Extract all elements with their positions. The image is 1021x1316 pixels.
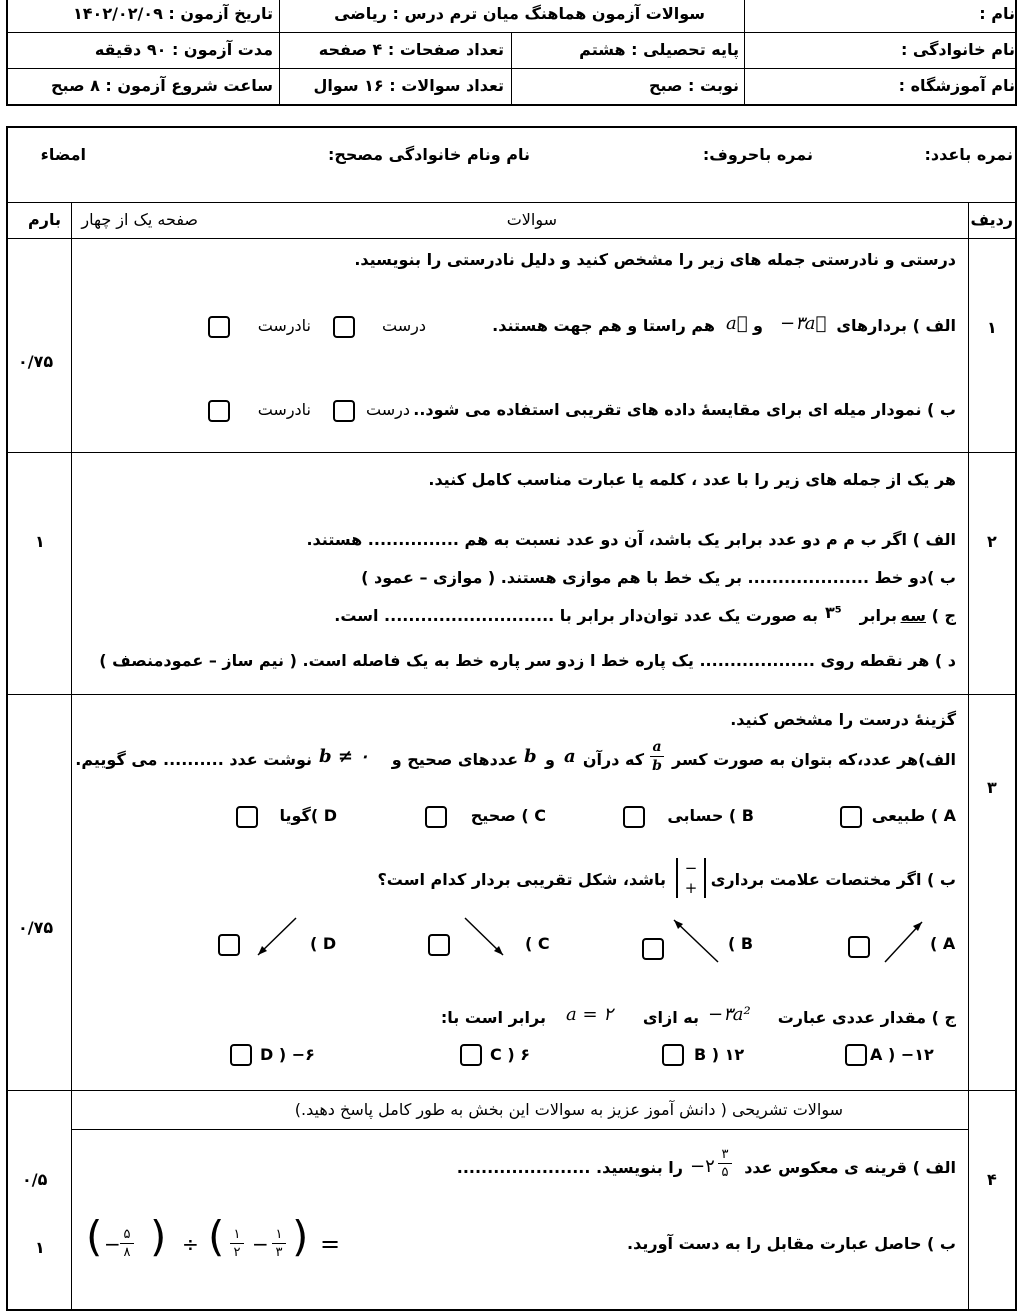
- q3c-option-b-checkbox[interactable]: [662, 1044, 684, 1066]
- q3a-prefix: الف)هر عدد،که بتوان به صورت کسر: [672, 750, 956, 769]
- q4b-paren-1-open: (: [86, 1212, 103, 1261]
- q2-score: ۱: [35, 532, 45, 551]
- q3a-mid: که درآن: [582, 750, 644, 769]
- q4a-prefix: الف ) قرینه ی معکوس عدد: [744, 1158, 956, 1177]
- q4-score-a: ۰/۵: [22, 1170, 48, 1189]
- q3b-suffix: باشد، شکل تقریبی بردار کدام است؟: [377, 870, 666, 889]
- q3b-arrow-d: [0, 0, 1, 1]
- corrector-label: نام ونام خانوادگی مصحح:: [327, 145, 530, 164]
- q3a-and: و: [545, 750, 555, 769]
- q2c-prefix: ج ): [931, 606, 956, 625]
- q3c-option-c-checkbox[interactable]: [460, 1044, 482, 1066]
- q4-number: ۴: [987, 1170, 997, 1189]
- q3b-option-d-checkbox[interactable]: [218, 934, 240, 956]
- q3b-arrow-a-label: ( A: [930, 934, 956, 953]
- q4b-equals: =: [320, 1230, 341, 1258]
- q3c-expression: −۳a²: [708, 1004, 751, 1025]
- q3a-mid2: عددهای صحیح و: [391, 750, 518, 769]
- q3-title: گزینهٔ درست را مشخص کنید.: [730, 710, 956, 729]
- start-time: ساعت شروع آزمون : ۸ صبح: [51, 76, 273, 95]
- q2c-suffix: به صورت یک عدد توان‌دار برابر با ............................ است.: [334, 606, 818, 625]
- q2-number: ۲: [987, 532, 997, 551]
- exam-date: تاریخ آزمون : ۱۴۰۲/۰۲/۰۹: [73, 4, 273, 23]
- q3c-option-b: B ) ۱۲: [694, 1045, 745, 1064]
- q3-number: ۳: [987, 778, 997, 797]
- q2a-text: الف ) اگر ب م م دو عدد برابر یک باشد، آن دو عدد نسبت به هم ............... هستند.: [306, 530, 956, 549]
- q3a-var-b: b: [524, 746, 537, 767]
- school-label: نام آموزشگاه :: [898, 76, 1015, 95]
- q4b-divide: ÷: [182, 1232, 199, 1256]
- score-letters-label: نمره باحروف:: [702, 145, 813, 164]
- col-score-header: بارم: [28, 210, 61, 229]
- q1b-true-checkbox[interactable]: [333, 400, 355, 422]
- q3a-suffix: نوشت عدد .......... می گوییم.: [75, 750, 312, 769]
- q3b-arrow-d-label: ( D: [310, 934, 337, 953]
- question-count: تعداد سوالات : ۱۶ سوال: [313, 76, 504, 95]
- q3c-option-d: D ) −۶: [260, 1045, 315, 1064]
- q3c-suffix: برابر است با:: [440, 1008, 546, 1027]
- q1a-false-label: نادرست: [257, 316, 311, 335]
- duration: مدت آزمون : ۹۰ دقیقه: [94, 40, 273, 59]
- q1a-true-label: درست: [382, 316, 426, 335]
- q1a-prefix: الف ) بردارهای: [836, 316, 956, 335]
- q4b-frac-2: [230, 1226, 244, 1261]
- q3b-option-c-checkbox[interactable]: [428, 934, 450, 956]
- q3c-mid: به ازای: [642, 1008, 699, 1027]
- q3a-option-b: B ) حسابی: [667, 806, 754, 825]
- q1b-text: ب ) نمودار میله ای برای مقایسهٔ داده های تقریبی استفاده می شود..: [413, 400, 956, 419]
- name-label: نام :: [979, 4, 1015, 23]
- q1a-true-checkbox[interactable]: [333, 316, 355, 338]
- q4a-frac-num: ۳: [718, 1146, 732, 1164]
- q3a-option-d-checkbox[interactable]: [236, 806, 258, 828]
- q3a-option-d: D )گویا: [279, 806, 337, 825]
- q3c-option-a: A ) −۱۲: [870, 1045, 934, 1064]
- q4b-text: ب ) حاصل عبارت مقابل را به دست آورید.: [627, 1234, 956, 1253]
- q2c-mid: برابر: [859, 606, 897, 625]
- q3b-option-b-checkbox[interactable]: [642, 938, 664, 960]
- q1a-false-checkbox[interactable]: [208, 316, 230, 338]
- q1a-vector-1: −۳a⃗: [780, 313, 827, 334]
- q2-title: هر یک از جمله های زیر را با عدد ، کلمه یا عبارت مناسب کامل کنید.: [428, 470, 956, 489]
- q3a-frac-num: a: [650, 738, 664, 757]
- q3c-prefix: ج ) مقدار عددی عبارت: [777, 1008, 956, 1027]
- q4b-frac-1-num: ۵: [120, 1226, 134, 1244]
- q1a-vector-2: a⃗: [726, 313, 748, 334]
- q3c-option-d-checkbox[interactable]: [230, 1044, 252, 1066]
- q3a-option-a: A ) طبیعی: [871, 806, 956, 825]
- q4b-paren-1-close: ): [150, 1212, 167, 1261]
- q4b-paren-2-open: (: [208, 1212, 225, 1261]
- q2c-word: سه: [900, 606, 926, 625]
- q3b-arrow-b-label: ( B: [728, 934, 754, 953]
- q3b-coord-top: −: [684, 859, 698, 877]
- q3a-option-c-checkbox[interactable]: [425, 806, 447, 828]
- section4-banner: سوالات تشریحی ( دانش آموز عزیز به سوالات این بخش به طور کامل پاسخ دهید.): [294, 1100, 843, 1119]
- q3a-var-a: a: [564, 746, 576, 767]
- q4b-frac-3: [272, 1226, 286, 1261]
- q4b-frac-3-num: ۱: [272, 1226, 286, 1244]
- q3a-fraction: [650, 738, 664, 775]
- q1a-suffix: هم راستا و هم جهت هستند.: [492, 316, 715, 335]
- q3c-equation: a = ۲: [566, 1004, 613, 1025]
- q3a-option-c: C ) صحیح: [470, 806, 546, 825]
- q2b-text: ب )دو خط .................... بر یک خط با هم موازی هستند. ( موازی – عمود ): [361, 568, 956, 587]
- col-row-header: ردیف: [970, 210, 1013, 229]
- signature-label: امضاء: [40, 145, 86, 164]
- score-digits-label: نمره باعدد:: [924, 145, 1013, 164]
- page-count: تعداد صفحات : ۴ صفحه: [318, 40, 504, 59]
- q3a-condition: b ≠ ۰: [319, 746, 369, 767]
- q1-score: ۰/۷۵: [18, 352, 54, 371]
- exam-title: سوالات آزمون هماهنگ میان ترم درس : ریاضی: [334, 4, 705, 23]
- q4a-frac-den: ۵: [721, 1165, 729, 1180]
- q3b-arrow-c-label: ( C: [525, 934, 550, 953]
- q3-score: ۰/۷۵: [18, 918, 54, 937]
- q1a-and: و: [753, 316, 763, 335]
- q2d-text: د ) هر نقطه روی ................... یک پاره خط ا زدو سر پاره خط به یک فاصله است. ( نیم ساز – عمودمنصف ): [99, 651, 956, 670]
- q3c-option-c: C ) ۶: [490, 1045, 530, 1064]
- q4a-suffix: را بنویسید. ......................: [456, 1158, 683, 1177]
- q3b-option-a-checkbox[interactable]: [848, 936, 870, 958]
- q4b-frac-1-den: ۸: [123, 1245, 131, 1260]
- q4a-whole: −۲: [690, 1156, 715, 1177]
- col-page-header: صفحه یک از چهار: [81, 210, 198, 229]
- q4b-frac-1: [120, 1226, 134, 1261]
- q4b-frac-3-den: ۳: [275, 1245, 283, 1260]
- q1-number: ۱: [987, 318, 997, 337]
- q4a-fraction: [718, 1146, 732, 1181]
- q4b-frac-2-den: ۲: [233, 1245, 241, 1260]
- q3b-coordinate-vector: [676, 858, 706, 898]
- q4b-neg: −: [104, 1232, 121, 1256]
- grade: پایه تحصیلی : هشتم: [579, 40, 739, 59]
- q3c-option-a-checkbox[interactable]: [845, 1044, 867, 1066]
- col-questions-header: سوالات: [506, 210, 557, 229]
- q1b-false-checkbox[interactable]: [208, 400, 230, 422]
- q3a-option-b-checkbox[interactable]: [623, 806, 645, 828]
- q3b-prefix: ب ) اگر مختصات علامت برداری: [710, 870, 956, 889]
- q3a-frac-den: b: [652, 758, 662, 774]
- family-label: نام خانوادگی :: [900, 40, 1015, 59]
- q4b-minus: −: [252, 1232, 269, 1256]
- q1b-false-label: نادرست: [257, 400, 311, 419]
- shift: نوبت : صبح: [648, 76, 739, 95]
- q3a-option-a-checkbox[interactable]: [840, 806, 862, 828]
- q4-score-b: ۱: [35, 1238, 45, 1257]
- q4b-paren-2-close: ): [292, 1212, 309, 1261]
- q3b-coord-bottom: +: [684, 879, 698, 897]
- q1-title: درستی و نادرستی جمله های زیر را مشخص کنید و دلیل نادرستی را بنویسید.: [354, 250, 956, 269]
- q4b-frac-2-num: ۱: [230, 1226, 244, 1244]
- q2c-power: ۳⁵: [825, 603, 842, 622]
- q1b-true-label: درست: [366, 400, 410, 419]
